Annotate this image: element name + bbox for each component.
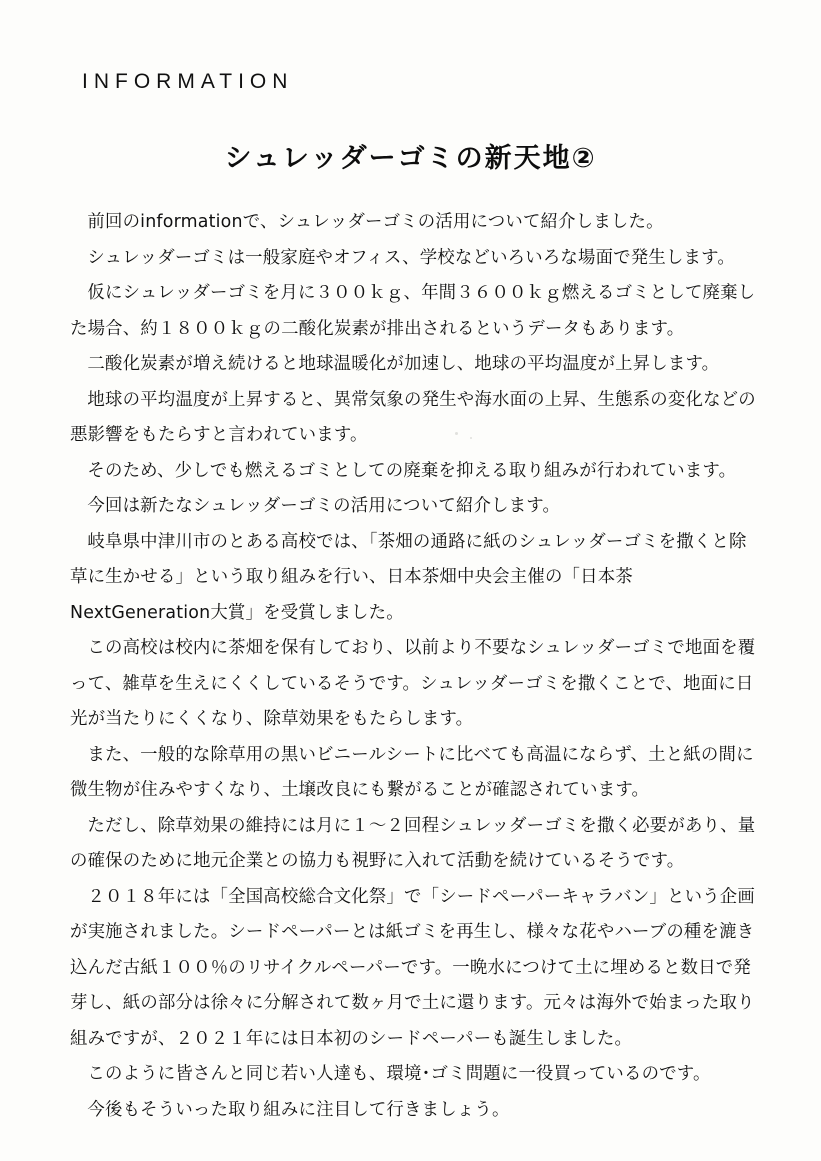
scan-speck	[455, 432, 458, 435]
paragraph: このように皆さんと同じ若い人達も、環境･ゴミ問題に一役買っているのです。	[87, 1064, 711, 1084]
paragraph: 前回のinformationで、シュレッダーゴミの活用について紹介しました。	[87, 212, 664, 232]
paragraph: この高校は校内に茶畑を保有しており、以前より不要なシュレッダーゴミで地面を覆って、雑草を生えにくくしているそうです。シュレッダーゴミを撒くことで、地面に日光が当たりにくくなり、除草効果をもたらします。	[70, 638, 756, 729]
section-kicker: INFORMATION	[82, 70, 294, 93]
paragraph: シュレッダーゴミは一般家庭やオフィス、学校などいろいろな場面で発生します。	[87, 247, 735, 268]
paragraph: 岐阜県中津川市のとある高校では、「茶畑の通路に紙のシュレッダーゴミを撒くと除草に生かせる」という取り組みを行い、日本茶畑中央会主催の「日本茶NextGeneration大賞」を受賞しました。	[70, 531, 747, 623]
paragraph: 仮にシュレッダーゴミを月に３００ｋｇ、年間３６００ｋｇ燃えるゴミとして廃棄した場合、約１８００ｋｇの二酸化炭素が排出されるというデータもあります。	[70, 283, 756, 339]
paragraph: ２０１８年には「全国高校総合文化祭」で「シードペーパーキャラバン」という企画が実施されました。シードペーパーとは紙ゴミを再生し、様々な花やハーブの種を漉き込んだ古紙１００％のリサイクルペーパーです。一晩水につけて土に埋めると数日で発芽し、紙の部分は徐々に分解されて数ヶ月で土に還ります。元々は海外で始まった取り組みですが、２０２１年には日本初のシードペーパーも誕生しました。	[70, 886, 755, 1049]
page-title: シュレッダーゴミの新天地②	[224, 143, 597, 174]
paragraph: 今後もそういった取り組みに注目して行きましょう。	[87, 1099, 510, 1120]
paragraph: ただし、除草効果の維持には月に１～２回程シュレッダーゴミを撒く必要があり、量の確保のために地元企業との協力も視野に入れて活動を続けているそうです。	[70, 815, 756, 871]
article-body	[70, 205, 760, 1128]
paragraph: また、一般的な除草用の黒いビニールシートに比べても高温にならず、土と紙の間に微生物が住みやすくなり、土壌改良にも繋がることが確認されています。	[70, 744, 754, 800]
paragraph: 今回は新たなシュレッダーゴミの活用について紹介します。	[87, 496, 561, 516]
paragraph: 地球の平均温度が上昇すると、異常気象の発生や海水面の上昇、生態系の変化などの悪影響をもたらすと言われています。	[70, 389, 756, 445]
paragraph: そのため、少しでも燃えるゴミとしての廃棄を抑える取り組みが行われています。	[87, 460, 737, 481]
scan-speck	[470, 437, 472, 439]
paragraph: 二酸化炭素が増え続けると地球温暖化が加速し、地球の平均温度が上昇します。	[87, 354, 720, 374]
